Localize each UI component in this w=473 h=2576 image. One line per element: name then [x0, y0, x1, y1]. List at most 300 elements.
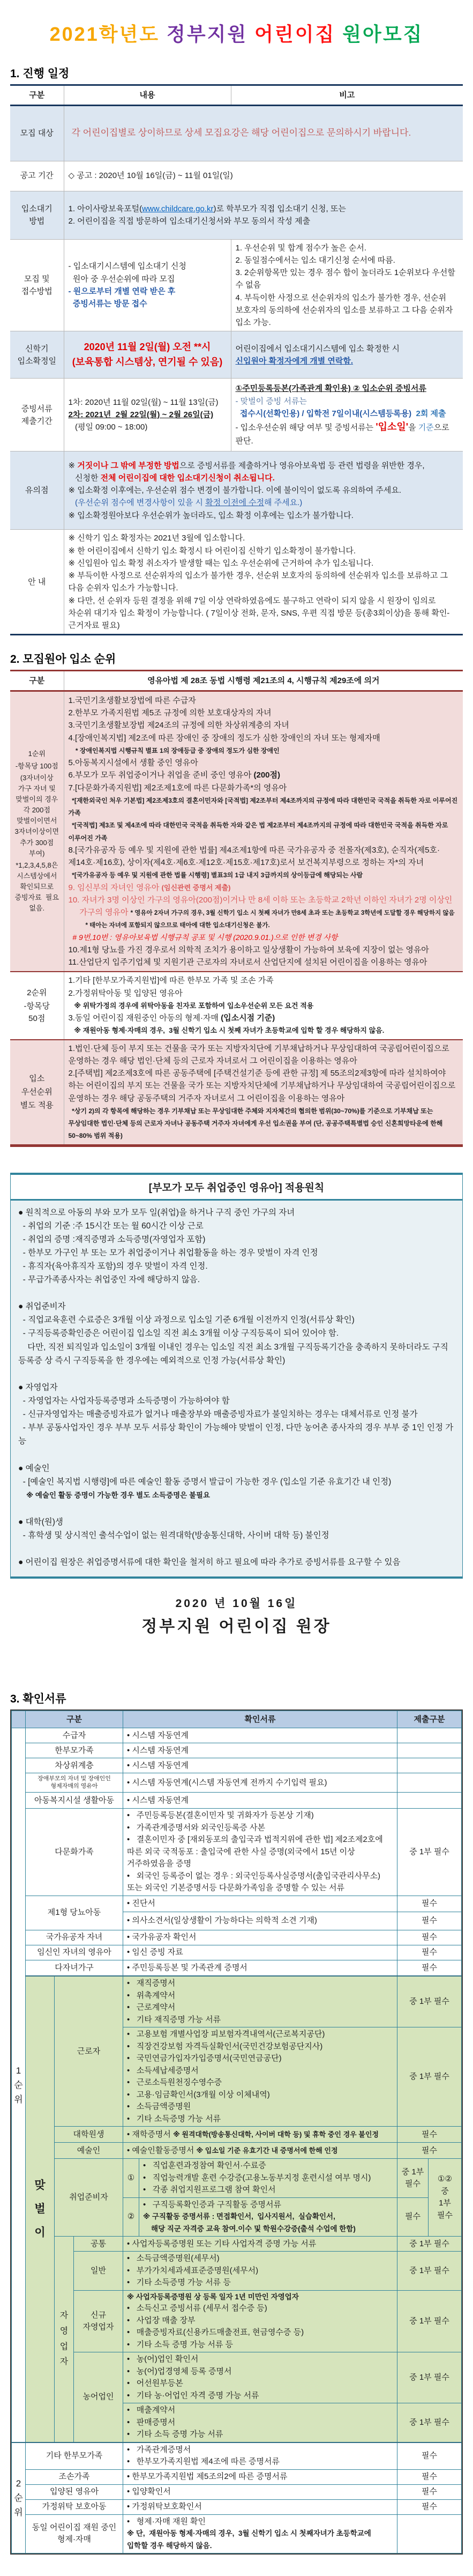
line-item: 2.가정위탁아동 및 입양된 영유아: [68, 988, 183, 998]
line-item: ※ 다만, 선 순위자 등원 결정을 위해 7일 이상 연락하였음에도 불구하고 연락이 되지 않을 시 원장이 임의로 차순위 대기자 입소 확정이 가능합니다. ( 7일이상 전화, 문자, SNS, 우편 직접 방문 등(총3회이상)을 통해 확인-근거자료 필요): [68, 596, 450, 630]
yesulin-submit: 필수: [397, 2143, 462, 2159]
waiting-line2: 2. 어린이집을 직접 방문하여 입소대기신청서와 부모 동의서 작성 제출: [68, 217, 311, 226]
line-item: - 맞벌이 증빙 서류는: [235, 396, 307, 406]
row-jangae: [12, 1773, 462, 1793]
line-item: ※ 입소확정원아보다 우선순위가 높더라도, 입소 확정 이후에는 입소가 불가합니다.: [68, 510, 354, 520]
wita-label: 가정위탁 보호아동: [26, 2499, 123, 2514]
geunroja-label: 근로자: [55, 1976, 123, 2127]
line-item: • 한부모가족지원법 제4조에 따른 증명서류: [127, 2457, 280, 2467]
line-item: 1. 우선순위 및 합계 점수가 높은 순서.: [235, 243, 367, 253]
dongil-submit: [397, 2514, 462, 2553]
wita-doc: • 가정위탁보호확인서: [123, 2499, 397, 2514]
line-item: 2순위: [27, 988, 47, 997]
line-item: 필수: [437, 2210, 453, 2220]
geunroja-submit2: 중 1부 필수: [397, 2027, 462, 2127]
line-item: - 입소대기시스템에 입소대기 신청: [68, 262, 186, 271]
line-item: # 9번,10번 : 영유아보육법 시행규칙 공포 및 시행 (2020.9.01.)으로 인한 변경 사항: [68, 932, 338, 942]
line-item: • 소득금액증명원: [127, 2102, 191, 2112]
gongtong-doc: • 사업자등록증명원 또는 기타 사업자격 증명 가능 서류: [123, 2237, 397, 2252]
line-item: *[국적법] 제3조 및 제4조에 따라 대한민국 국적을 취득한 자와 같은 법 제2조부터 제4조까지의 규정에 따라 대한민국 국적을 취득한 자로 이루어진 가족: [68, 821, 450, 842]
line-item: • 판매증명서: [127, 2417, 176, 2427]
line-item: • 가족관계증명서: [127, 2445, 191, 2454]
line-item: 10. 자녀가 3명 이상인 가구의 영유아(200점)이거나 만 8세 이하 또는 초등학교 2학년 이하인 자녀가 2명 이상인: [68, 895, 453, 905]
docs-col-gubun: 구분: [26, 1711, 123, 1728]
line-item: • 매출증빙자료(신용카드매출전표, 현금영수증 등): [127, 2328, 304, 2337]
row-notice-label: 공고 기간: [10, 161, 64, 191]
line-item: ● 자영업자: [18, 1382, 58, 1392]
line-item: 순: [14, 2492, 23, 2503]
yugongja-submit: 필수: [397, 1930, 462, 1945]
working-parents-box: [10, 1173, 463, 1579]
row-recruit-label: 모집 및 접수방법: [10, 239, 64, 331]
line-item: • 외국인 등록증이 없는 경우 : 외국인등록사실증명서(출입국관리사무소)또는 외국인 기본증명서등 다문화가족임을 증명할 수 있는 서류: [127, 1871, 380, 1893]
ibyang-doc: • 입양확인서: [123, 2484, 397, 2499]
row-recruit-method: [64, 239, 231, 331]
ilban-docs: [123, 2252, 397, 2291]
line-item: ※ 단, 재원아동 형제·자매의 경우, 3월 신학기 입소 시 첫째자녀가 초등학교에 입학할 경우 해당하지 않음.: [127, 2529, 373, 2550]
line-item: - 무급가족종사자는 취업중인 자에 해당하지 않음.: [18, 1275, 200, 1285]
priority-col-gubun: 구분: [10, 671, 64, 691]
rank1-label: [10, 691, 64, 972]
col-gubun: 구분: [10, 86, 64, 105]
line-item: ● 원칙적으로 아동의 부와 모가 모두 일(취업)을 하거나 구직 중인 가구의 자녀: [18, 1208, 295, 1217]
line-item: • 소득세납세증명서: [127, 2066, 199, 2075]
chwijun-submit1: 중 1부 필수: [397, 2159, 429, 2198]
line-item: ※ 부득이한 사정으로 선순위자의 입소가 불가한 경우, 선순위 보호자의 동의하에 선순위자 입소를 보류하고 그 다음 순위자 입소가 가능합니다.: [68, 571, 451, 593]
self-employed-vertical-label: [55, 2237, 74, 2442]
row-yugongja: [12, 1930, 462, 1945]
line-item: ①주민등록등본(가족관계 확인용) ② 입소순위 증빙서류: [235, 384, 426, 394]
line-item: • 가족관계증명서와 외국인등록증 사본: [127, 1823, 265, 1832]
line-item: • 근로소득원천징수영수증: [127, 2078, 222, 2088]
nongeo-docs2: [123, 2403, 397, 2442]
line-item: - 휴직자(육아휴직자 포함)의 경우 맞벌이 자격 인정.: [18, 1261, 208, 1271]
adong-submit: [397, 1793, 462, 1809]
nongeo-submit1: 중 1부 필수: [397, 2352, 462, 2403]
row-yesulin: [12, 2143, 462, 2159]
line-item: 7.[다문화가족지원법] 제2조제1호에 따른 다문화가족*의 영유아: [68, 783, 287, 793]
line-item: • 각종 취업지원프로그램 참여 확인서: [143, 2185, 276, 2195]
line-item: 영: [59, 2326, 69, 2336]
row-dongil: [12, 2514, 462, 2553]
daehak-submit: 필수: [397, 2127, 462, 2143]
ilban-label: 일반: [74, 2252, 123, 2291]
line-item: ● 어린이집 원장은 취업증명서류에 대한 확인을 철저히 하고 필요에 따라 추가로 증빙서류를 요구할 수 있음: [18, 1558, 401, 1567]
line-item: - 휴학생 및 상시적인 출석수업이 없는 원격대학(방송통신대학, 사이버 대학 등) 불인정: [18, 1531, 329, 1541]
rank1-vertical-label: [12, 1728, 26, 2442]
line-item: *[국가유공자 등 예우 및 지원에 관한 법률 시행령] 별표3의 1급 내지 3급까지의 상이등급에 해당되는 사람: [68, 871, 363, 879]
line-item: (평일 09:00 ~ 18:00): [68, 423, 148, 432]
line-item: 2. 동일점수에서는 입소 대기신청 순서에 따름.: [235, 255, 395, 265]
row-gongtong: [12, 2237, 462, 2252]
waiting-line1-pre: 1. 아이사랑보육포털(: [68, 204, 142, 213]
row-dajanyeo: [12, 1960, 462, 1976]
line-item: 1부: [439, 2199, 451, 2208]
line-item: 6.부모가 모두 취업중이거나 취업을 준비 중인 영유아 (200점): [68, 771, 280, 780]
damunhwa-submit: 중 1부 필수: [397, 1809, 462, 1896]
section2-heading: 2. 모집원아 입소 순위: [10, 653, 116, 666]
row-docs-note: [231, 379, 463, 451]
section3-heading: 3. 확인서류: [10, 1693, 66, 1706]
row-gita: [12, 2442, 462, 2470]
rank2-vertical-label: [12, 2442, 26, 2553]
hanbumo-doc: • 시스템 자동연계: [123, 1743, 397, 1758]
row-geunroja-1: [12, 1976, 462, 2027]
line-item: 별도 적용: [20, 1101, 54, 1111]
line-item: ● 예술인: [18, 1463, 50, 1473]
gita-docs: [123, 2442, 397, 2470]
line-item: 3.동일 어린이집 재원중인 아동의 형제·자매 (입소시점 기준): [68, 1013, 275, 1023]
box-body: [11, 1201, 462, 1577]
docs-header-row: [12, 1711, 462, 1728]
row-singyu: [12, 2290, 462, 2352]
line-item: ※ 신입원아 입소 확정 취소자가 발생할 때는 입소 우선순위에 근거하여 추가 입소됩니다.: [68, 558, 374, 568]
line-item: ※ 구직활동 증명서류 : 면접확인서, 입사지원서, 실습확인서,: [143, 2212, 335, 2221]
row-chasang: [12, 1758, 462, 1773]
line-item: ※ 예술인 활동 증명이 가능한 경우 별도 소득증명은 불필요: [18, 1491, 211, 1499]
line-item: 2.[주택법] 제2조제3호에 따른 공동주택에 [주택건설기준 등에 관한 규정] 제 55조의2제3항에 따라 설치하여야 하는 어린이집의 부지 또는 건물을 국가 또는 지방자치단체에 기부채납하거나 무상임대하여 국공립어린이집으로 운영하는 경우 해당 공동주택의 거주자 자녀로서 그 어린이집을 이용하는 영유아: [68, 1069, 458, 1103]
section2-bottom-rule: [10, 1144, 463, 1147]
line-item: -항목당 100점: [15, 761, 58, 770]
line-item: 1차: 2020년 11월 02일(월) ~ 11월 13일(금): [68, 397, 219, 407]
hanbumo-label: 한부모가족: [26, 1743, 123, 1758]
singyu-doc-list: [127, 2303, 393, 2351]
row-rank1: [10, 691, 463, 972]
daehak-doc: • 재학증명서 ※ 원격대학(방송통신대학, 사이버 대학 등) 및 휴학 중인 경우 불인정: [123, 2127, 397, 2143]
line-item: • 기타 소득 증명 가능 서류 등: [127, 2340, 233, 2349]
line-item: 3.국민기초생활보장법 제24조의 규정에 의한 차상위계층의 자녀: [68, 721, 289, 730]
row-chwijun-1: [12, 2159, 462, 2198]
line-item: 원아 중 우선순위에 따라 모집: [68, 274, 175, 284]
row-waiting-label: 입소대기 방법: [10, 191, 64, 239]
line-item: - 입소우선순위 해당 여부 및 증빙서류는 '입소일'을 기준으로 판단.: [235, 421, 452, 446]
row-guide: [10, 530, 463, 634]
imsin-label: 임신인 자녀의 영유아: [26, 1945, 123, 1960]
line-item: 2020년 11월 2일(월) 오전 **시: [84, 341, 211, 352]
imsin-doc: • 임신 증빙 자료: [123, 1945, 397, 1960]
line-item: 3. 2순위항목만 있는 경우 점수 합이 높더라도 1순위보다 우선할 수 없음: [235, 268, 457, 290]
damunhwa-docs: [123, 1809, 397, 1896]
line-item: 순: [14, 2079, 23, 2090]
rank1-items: [64, 691, 463, 972]
confirm-docs-table-frame: [10, 1709, 463, 2555]
line-item: [18, 1286, 455, 1300]
line-item: • 주민등록등본(결혼이민자 및 귀화자가 등본상 기재): [127, 1811, 314, 1820]
row-rank2: [10, 972, 463, 1039]
row-sugeup: [12, 1728, 462, 1743]
line-item: 11.산업단지 입주기업체 및 지원기관 근로자의 자녀로서 산업단지에 설치된 어린이집을 이용하는 영유아: [68, 958, 427, 967]
row-confirm: [10, 331, 463, 379]
yesulin-doc: • 예술인활동증명서 ※ 입소일 기준 유효기간 내 증명서에 한해 인정: [123, 2143, 397, 2159]
line-item: 해당 직군 자격증 교육 참여.이수 및 학원수강증(출석 수업에 한함): [143, 2224, 356, 2233]
line-item: • 부가가치세과세표준증명원(세무서): [127, 2266, 259, 2275]
row-confirm-note: [231, 331, 463, 379]
row-caution-label: 유의점: [10, 451, 64, 530]
docs-col-docs: 확인서류: [123, 1711, 397, 1728]
dangnyo-submit1: 필수: [397, 1896, 462, 1912]
priority-header-row: [10, 671, 463, 691]
line-item: - 원으로부터 개별 연락 받은 후: [68, 286, 176, 296]
line-item: *1,2,3,4,5,8은 시스템상에서 확인되므로 증빙자료 필요 없음.: [14, 861, 61, 913]
line-item: *상기 2)의 각 항목에 해당하는 경우 기부채납 또는 무상임대한 주체와 지자체간의 협의한 범위(30~70%)를 기준으로 기부채납 또는 무상임대한 법인·단체 등의 근로자 자녀나 공동주택 거주자 자녀에게 우선 입소권을 부여 (단, 공공주택특별법 승인 신혼희망타운에 한해 50~80% 범위 적용): [68, 1107, 445, 1140]
line-item: - [예술인 복지법 시행령]에 따른 예술인 활동 증명서 발급이 가능한 경우 (입소일 기준 유효기간 내 인정): [18, 1477, 392, 1486]
line-item: * 태아는 자녀에 포함되지 않으므로 태아에 대한 입소대기신청은 불가.: [68, 922, 270, 929]
line-item: 10.제1형 당뇨를 가진 경우로서 의학적 조치가 용이하고 일상생활이 가능하여 보육에 지장이 없는 영유아: [68, 945, 429, 954]
schedule-table: [10, 86, 463, 634]
line-item: ● 취업준비자: [18, 1302, 66, 1312]
line-item: ※ 입소확정 이후에는, 우선순위 점수 변경이 불가합니다. 이에 불이익이 없도록 유의하여 주세요.: [68, 486, 402, 495]
chasang-label: 차상위계층: [26, 1758, 123, 1773]
row-recruit-note: [231, 239, 463, 331]
schedule-header-row: [10, 86, 463, 105]
joson-doc: • 한부모가족지원법 제5조의2에 따른 증명서류: [123, 2469, 397, 2484]
yesulin-label: 예술인: [55, 2143, 123, 2159]
line-item: ※ 재원아동 형제·자매의 경우, 3월 신학기 입소 시 첫째 자녀가 초등학교에 입학 할 경우 해당하지 않음.: [68, 1026, 385, 1035]
line-item: 신입원아 확정자에게 개별 연락함.: [235, 356, 354, 366]
signature-name: 정부지원 어린이집 원장: [141, 1618, 332, 1636]
ibyang-submit: 필수: [397, 2484, 462, 2499]
gongtong-submit: 중 1부 필수: [397, 2237, 462, 2252]
line-item: ※ 위탁가정의 경우에 위탁아동을 친자로 포함하여 입소우선순위 모든 요건 적용: [68, 1001, 314, 1010]
row-target: [10, 105, 463, 161]
damunhwa-label: 다문화가족: [26, 1809, 123, 1896]
line-item: • 형제·자매 재원 확인: [127, 2516, 206, 2526]
line-item: [18, 1367, 455, 1381]
line-item: • 근로계약서: [127, 2003, 176, 2012]
page-title: 2021학년도 정부지원 어린이집 원아모집: [49, 23, 424, 45]
line-item: • 기타 재직증명 가능 서류: [127, 2015, 221, 2024]
line-item: • 결혼이민자 중 [재외동포의 출입국과 법적지위에 관한 법] 제2조제2호에 따른 외국 국적동포 : 출입국에 관한 사실 증명(외국에서 15년 이상 거주하였음을 증명: [127, 1835, 385, 1869]
line-item: • 구직등록확인증과 구직활동 증명서류: [143, 2200, 281, 2209]
line-item: (3자녀이상 가구 자녀 및 맞벌이의 경우 각 200점 맞벌이이면서 3자녀이상이면 추가 300점 부여): [14, 773, 61, 857]
row-adong: [12, 1793, 462, 1809]
chwijun-doc2: [139, 2197, 397, 2237]
line-item: 증빙서류는 방문 접수: [68, 299, 147, 309]
col-bigo: 비고: [231, 86, 463, 105]
line-item: *[재한외국인 처우 기본법] 제2조제3호의 결혼이민자와 [국적법] 제2조부터 제4조까지의 규정에 따라 대한민국 국적을 취득한 자로 이루어진 가족: [68, 796, 460, 817]
singyu-docs: [123, 2290, 397, 2352]
line-item: 업: [59, 2342, 69, 2351]
dangnyo-doc1: • 진단서: [123, 1896, 397, 1912]
joson-label: 조손가족: [26, 2469, 123, 2484]
line-item: • 어선원부등본: [127, 2379, 183, 2388]
nongeo-submit2: 중 1부 필수: [397, 2403, 462, 2442]
line-item: - 취업의 증명 :재직증명과 소득증명(자영업자 포함): [18, 1234, 206, 1244]
row-special: [10, 1040, 463, 1144]
gita-submit: 필수: [397, 2442, 462, 2470]
line-item: - 신규자영업자는 매출증빙자료가 없거나 매출장부와 매출증빙자료가 불일치하는 경우는 대체서류로 인정 불가: [18, 1410, 418, 1419]
row-target-label: 모집 대상: [10, 105, 64, 161]
dangnyo-submit2: 필수: [397, 1912, 462, 1930]
row-guide-text: [64, 530, 463, 634]
waiting-line1: [69, 203, 459, 215]
signature-block: [10, 1595, 463, 1637]
special-label: [10, 1040, 64, 1144]
row-recruit: [10, 239, 463, 331]
line-item: • 직업능력개발 훈련 수강증(고용노동부지정 훈련시설 여부 명시): [143, 2173, 371, 2182]
adong-label: 아동복지시설 생활아동: [26, 1793, 123, 1809]
line-item: 1순위: [28, 750, 46, 758]
line-item: • 기타 소득 증명 가능 서류: [127, 2430, 223, 2439]
row-dangnyo-1: [12, 1896, 462, 1912]
line-item: • 소득신고 증빙서류 (세무서 접수증 등): [127, 2304, 267, 2313]
line-item: 접수시(선확인용) / 입학전 7일이내(시스템등록용) 2회 제출: [235, 409, 446, 418]
line-item: 2.한부모 가족지원법 제5조 규정에 의한 보호대상자의 자녀: [68, 708, 272, 717]
hanbumo-submit: [397, 1743, 462, 1758]
line-item: - 자영업자는 사업자등록증명과 소득증명이 가능하여야 함: [18, 1396, 230, 1406]
line-item: 위: [14, 2094, 23, 2105]
row-nongeo-1: [12, 2352, 462, 2403]
row-wita: [12, 2499, 462, 2514]
dajanyeo-doc: • 주민등록등본 및 가족관계 증명서: [123, 1960, 397, 1976]
line-item: * 장애인복지법 시행규칙 별표 1의 장애등급 중 장애의 정도가 심한 장애인: [68, 746, 280, 754]
row-docs-label: 증빙서류 제출기간: [10, 379, 64, 451]
dongil-doc: [123, 2514, 397, 2553]
line-item: 9. 임신부의 자녀인 영유아 (임신관련 증명서 제출): [68, 883, 231, 892]
yugongja-label: 국가유공자 자녀: [26, 1930, 123, 1945]
row-hanbumo: [12, 1743, 462, 1758]
priority-col-law: 영유아법 제 28조 동법 시행령 제21조의 4, 시행규칙 제29조에 의거: [64, 671, 463, 691]
line-item: [18, 1502, 455, 1515]
line-item: • 재직증명서: [127, 1979, 176, 1988]
singyu-submit: 중 1부 필수: [397, 2290, 462, 2352]
line-item: 어린이집에서 입소대기시스템에 입소 확정한 시: [235, 344, 400, 353]
waiting-line1-post: )로 학부모가 직접 입소대기 신청, 또는: [213, 204, 346, 213]
row-guide-label: 안 내: [10, 530, 64, 634]
line-item: 8.[국가유공자 등 예우 및 지원에 관한 법률] 제4조제1항에 따른 국가유공자 중 전몰자(제3호), 순직자(제5호·제14호·제16호), 상이자(제4호·제6호·제12호·제15호·제17호)로서 보건복지부령으로 정하는 자*의 자녀: [68, 845, 440, 867]
line-item: ※ 거짓이나 그 밖에 부정한 방법으로 증빙서류를 제출하거나 영유아보육법 등 관련 법령을 위반한 경우,: [68, 461, 425, 470]
line-item: 1.법인·단체 등이 부지 또는 건물을 국가 또는 지방자치단에 기부채납하거나 무상임대하여 국공립어린이집으로 운영하는 경우 해당 법인·단체 등의 근로자 자녀로서 그 어린이집을 이용하는 영유아: [68, 1043, 452, 1065]
ilban-submit: 중 1부 필수: [397, 2252, 462, 2291]
line-item: 자: [59, 2311, 69, 2320]
priority-table: [10, 671, 463, 1144]
row-target-text: 각 어린이집별로 상이하므로 상세 모집요강은 해당 어린이집으로 문의하시기 바랍니다.: [64, 105, 463, 161]
line-item: 1.기타 [한부모가족지원법]에 따른 한부모 가족 및 조손 가족: [68, 976, 274, 986]
chasang-doc: • 시스템 자동연계: [123, 1758, 397, 1773]
adong-doc: • 시스템 자동연계: [123, 1793, 397, 1809]
line-item: - 직업교육훈련 수료증은 3개월 이상 과정으로 입소일 기준 6개월 이전까지 인정(서류상 확인): [18, 1315, 355, 1325]
line-item: • 사업장 매출 장부: [127, 2315, 196, 2325]
row-daehak: [12, 2127, 462, 2143]
line-item: 1.국민기초생활보장법에 따른 수급자: [68, 695, 196, 705]
sugeup-submit: [397, 1728, 462, 1743]
line-item: • 직장건강보험 자격득실확인서(국민건강보험공단지사): [127, 2041, 323, 2051]
line-item: 1: [16, 2065, 21, 2076]
sugeup-doc: • 시스템 자동연계: [123, 1728, 397, 1743]
jangae-doc: • 시스템 자동연계(시스템 자동연계 전까지 수기입력 필요): [123, 1773, 397, 1793]
singyu-label: 신규 자영업자: [74, 2290, 123, 2352]
wita-submit: 필수: [397, 2499, 462, 2514]
dangnyo-doc2: • 의사소견서(일상생활이 가능하다는 의학적 소견 기재): [123, 1912, 397, 1930]
line-item: 이: [34, 2226, 46, 2239]
line-item: • 위촉계약서: [127, 1990, 176, 2000]
line-item: 위: [14, 2507, 23, 2518]
rank2-items: [64, 972, 463, 1039]
daehak-label: 대학원생: [55, 2127, 123, 2143]
chasang-submit: [397, 1758, 462, 1773]
dajanyeo-submit: 필수: [397, 1960, 462, 1976]
row-confirm-label: 신학기 입소확정일: [10, 331, 64, 379]
singyu-note: ※ 사업자등록증명원 상 등록 일자 1년 미만인 자영업자: [127, 2292, 299, 2301]
line-item: - 구직등록증확인증은 어린이집 입소일 직전 최소 3개월 이상 구직등록이 되어 있어야 함.: [18, 1329, 339, 1338]
line-item: 입소: [29, 1074, 45, 1083]
row-ibyang: [12, 2484, 462, 2499]
yugongja-doc: • 국가유공자 확인서: [123, 1930, 397, 1945]
line-item: 다만, 직전 퇴직일과 입소일이 3개월 이내인 경우는 입소일 직전 최소 3개월 구직등록기간을 충족하지 못하더라도 구직등록증 상 즉시 구직등록을 한 경우에는 예외적으로 인정 가능(서류상 확인): [18, 1342, 448, 1365]
confirm-docs-table: [11, 1711, 462, 2553]
line-item: 가구의 영유아 * 영유아 2자녀 가구의 경우, 3월 신학기 입소 시 첫째 자녀가 만8세 초과 또는 초등학교 3학년에 도달할 경우 해당하지 않음: [68, 908, 455, 917]
line-item: • 국민연금가입자가입증명서(국민연금공단): [127, 2054, 282, 2063]
line-item: 자: [59, 2357, 69, 2367]
line-item: 2: [16, 2478, 21, 2489]
dangnyo-label: 제1형 당뇨아동: [26, 1896, 123, 1930]
chwijun-docs1: [139, 2159, 397, 2198]
row-confirm-date: [64, 331, 231, 379]
line-item: ※ 한 어린이집에서 신학기 입소 확정시 타 어린이집 신학기 입소확정이 불가합니다.: [68, 546, 356, 556]
section1-heading: 1. 진행 일정: [10, 68, 70, 80]
line-item: • 고용보험 개별사업장 피보험자격내역서(근로복지공단): [127, 2030, 325, 2039]
chwijun-marker1: ①: [123, 2159, 139, 2198]
line-item: - 한부모 가구인 부 또는 모가 취업중이거나 취업활동을 하는 경우 맞벌이 자격 인정: [18, 1248, 318, 1257]
row-docs: [10, 379, 463, 451]
line-item: ※ 신학기 입소 확정자는 2021년 3월에 입소합니다.: [68, 534, 245, 543]
line-item: • 기타 농·어업인 자격 증명 가능 서류: [127, 2390, 259, 2400]
line-item: (보육통합 시스템상, 연기될 수 있음): [72, 356, 223, 367]
line-item: -항목당 50점: [24, 1001, 52, 1023]
row-caution-text: [64, 451, 463, 530]
line-item: 5.아동복지시설에서 생활 중인 영유아: [68, 758, 198, 767]
row-damunhwa: [12, 1809, 462, 1896]
nongeo-docs1: [123, 2352, 397, 2403]
line-item: 우선순위: [21, 1087, 52, 1097]
line-item: • 농(어)업경영체 등록 증명서: [127, 2366, 232, 2376]
chwijun-marker2: ②: [123, 2197, 139, 2237]
row-ilban: [12, 2252, 462, 2291]
geunroja-submit1: 중 1부 필수: [397, 1976, 462, 2027]
jangae-submit: [397, 1773, 462, 1793]
row-joson: [12, 2469, 462, 2484]
geunroja-docs2: [123, 2027, 397, 2127]
row-caution: [10, 451, 463, 530]
docs-header-blank: [12, 1711, 26, 1728]
nongeo-label: 농어업인: [74, 2352, 123, 2442]
ibyang-label: 입양된 영유아: [26, 2484, 123, 2499]
line-item: • 기타 소득증명 가능 서류: [127, 2114, 221, 2123]
childcare-portal-link[interactable]: www.childcare.go.kr: [142, 204, 214, 213]
line-item: [18, 1542, 455, 1556]
line-item: 중: [441, 2186, 449, 2196]
geunroja-docs1: [123, 1976, 397, 2027]
line-item: • 농(어)업인 확인서: [127, 2355, 199, 2364]
gongtong-label: 공통: [74, 2237, 123, 2252]
line-item: 맞: [34, 2179, 46, 2192]
dajanyeo-label: 다자녀가구: [26, 1960, 123, 1976]
row-waiting-text: [64, 191, 463, 239]
line-item: • 소득금액증명원(세무서): [127, 2254, 220, 2263]
line-item: • 매출계약서: [127, 2405, 176, 2415]
imsin-submit: 필수: [397, 1945, 462, 1960]
col-naeyong: 내용: [64, 86, 231, 105]
line-item: 신청한 전체 어린이집에 대한 입소대기신청이 취소됩니다.: [68, 473, 275, 483]
line-item: 벌: [34, 2203, 46, 2216]
line-item: • 고용·임금확인서(3개월 이상 이체내역): [127, 2090, 270, 2099]
row-notice-text: ◇ 공고 : 2020년 10월 16일(금) ~ 11월 01일(일): [64, 161, 463, 191]
box-title: [부모가 모두 취업중인 영유아] 적용원칙: [11, 1175, 462, 1201]
docs-col-submit: 제출구분: [397, 1711, 462, 1728]
section1-bottom-rule: [10, 634, 463, 635]
chwijun-submit-outer: [429, 2159, 462, 2237]
chwijun-label: 취업준비자: [55, 2159, 123, 2237]
